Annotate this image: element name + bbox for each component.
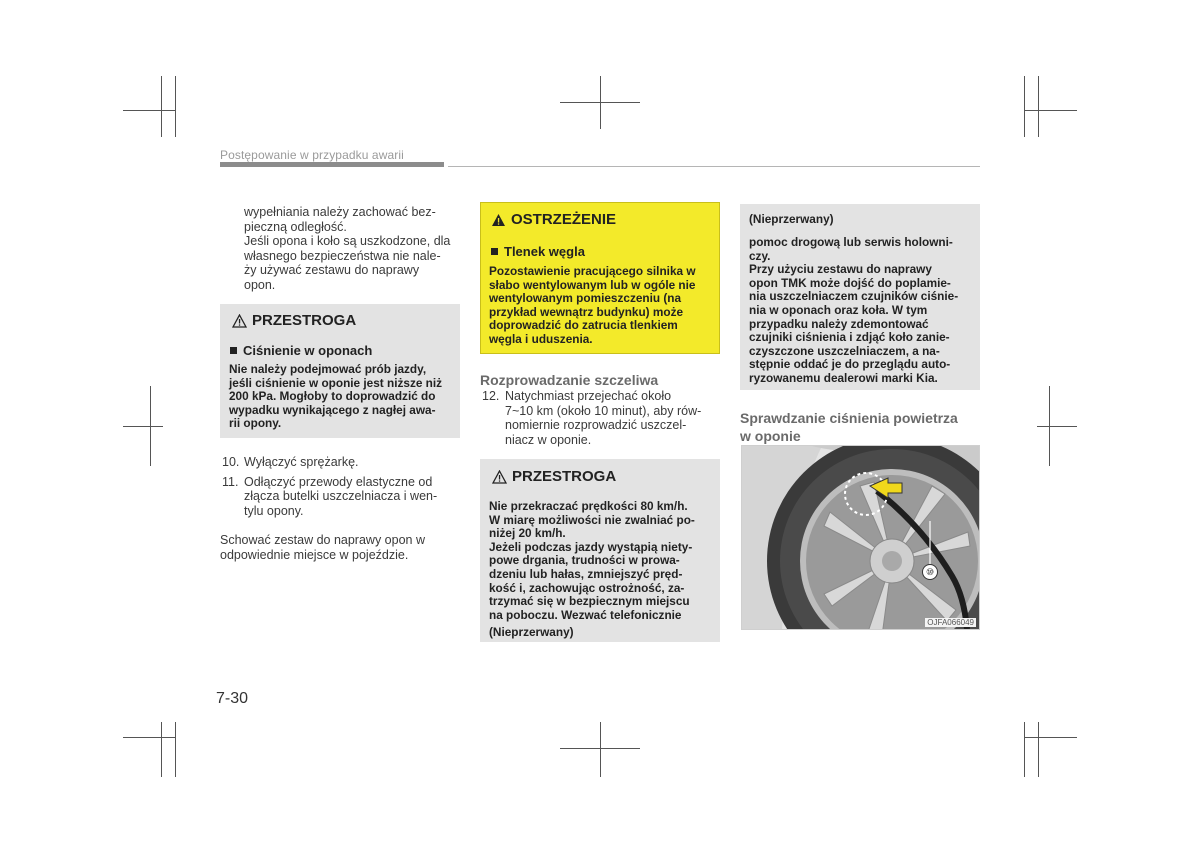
- text-line: ży używać zestawu do naprawy: [244, 263, 420, 277]
- text-line: czy.: [749, 248, 771, 263]
- step-text: [244, 475, 460, 519]
- text-line: Schować zestaw do naprawy opon w: [220, 533, 425, 547]
- section-title-sealant: Rozprowadzanie szczeliwa: [480, 372, 659, 388]
- crop-mark: [560, 748, 640, 749]
- warning-title-text: OSTRZEŻENIE: [511, 211, 617, 228]
- caution-title-text: PRZESTROGA: [512, 468, 617, 485]
- tire-pressure-illustration: [742, 446, 979, 629]
- caution-box-speed: [480, 459, 720, 642]
- text-line: czujniki ciśnienia i zdjąć koło zanie-: [749, 330, 950, 345]
- text-line: Sprawdzanie ciśnienia powietrza: [740, 410, 958, 426]
- warning-body: [489, 265, 712, 347]
- crop-mark: [123, 737, 176, 738]
- section-title-pressure: [740, 409, 958, 445]
- text-line: 7~10 km (około 10 minut), aby rów-: [505, 403, 702, 418]
- crop-mark: [1024, 722, 1025, 777]
- text-line: własnego bezpieczeństwa nie nale-: [244, 248, 441, 263]
- step-number: 12.: [482, 389, 500, 403]
- bullet-square-icon: [491, 248, 498, 255]
- text-line: czyszczone uszczelniaczem, a na-: [749, 343, 940, 358]
- text-line: stępnie oddać je do przeglądu auto-: [749, 357, 951, 372]
- caution-body: [489, 500, 711, 640]
- text-line: nomiernie rozprowadzić uszczel-: [505, 418, 687, 432]
- caution-triangle-icon: [232, 314, 247, 328]
- caution-subtitle-text: Ciśnienie w oponach: [243, 343, 373, 358]
- intro-paragraph: [244, 205, 460, 292]
- text-line: Odłączyć przewody elastyczne od: [244, 474, 433, 489]
- warning-triangle-icon: [491, 213, 506, 227]
- caution-box-continued: [740, 204, 980, 390]
- text-line: powe drgania, trudności w prowa-: [489, 553, 680, 568]
- text-line: odpowiednie miejsce w pojeździe.: [220, 547, 409, 562]
- crop-mark: [1038, 722, 1039, 777]
- caution-title-text: PRZESTROGA: [252, 312, 357, 329]
- text-line: przykład wewnątrz budynku) może: [489, 304, 684, 319]
- step-text: Wyłączyć sprężarkę.: [244, 455, 359, 469]
- crop-mark: [1038, 76, 1039, 137]
- text-line: Przy użyciu zestawu do naprawy: [749, 262, 932, 277]
- closing-paragraph: [220, 533, 460, 562]
- crop-mark: [1024, 737, 1077, 738]
- text-line: niżej 20 km/h.: [489, 526, 566, 541]
- text-line: rii opony.: [229, 416, 282, 431]
- callout-badge: ⑩: [922, 564, 938, 580]
- text-line: kość i, zachowując ostrożność, za-: [489, 580, 685, 595]
- text-line: pomoc drogową lub serwis holowni-: [749, 235, 953, 249]
- warning-subtitle-text: Tlenek węgla: [504, 244, 585, 259]
- crop-mark: [161, 76, 162, 137]
- text-line: Nie należy podejmować prób jazdy,: [229, 362, 427, 376]
- list-item: [222, 455, 460, 470]
- text-line: niacz w oponie.: [505, 432, 592, 447]
- crop-mark: [1024, 110, 1077, 111]
- text-line: Nie przekraczać prędkości 80 km/h.: [489, 499, 688, 513]
- warning-title: [491, 211, 616, 228]
- caution-subtitle: [230, 343, 372, 358]
- caution-title: [492, 468, 616, 485]
- text-line: wypełniania należy zachować bez-: [244, 205, 436, 219]
- text-line: Jeśli opona i koło są uszkodzone, dla: [244, 234, 451, 248]
- text-line: pieczną odległość.: [244, 219, 347, 234]
- caution-triangle-icon: [492, 470, 507, 484]
- step-number: 11.: [222, 474, 239, 489]
- step-number: 10.: [222, 455, 240, 469]
- list-item: [222, 475, 460, 519]
- text-line: w oponie: [740, 428, 801, 444]
- header-rule: [448, 166, 980, 167]
- continued-label: (Nieprzerwany): [749, 212, 834, 226]
- page-number: 7-30: [216, 690, 249, 707]
- text-line: ryzowanemu dealerowi marki Kia.: [749, 370, 938, 385]
- crop-mark: [175, 722, 176, 777]
- text-line: jeśli ciśnienie w oponie jest niższe niż: [229, 375, 443, 390]
- crop-mark: [600, 722, 601, 777]
- text-line: 200 kPa. Mogłoby to doprowadzić do: [229, 389, 436, 404]
- chapter-header: Postępowanie w przypadku awarii: [220, 148, 404, 162]
- text-line: węgla i uduszenia.: [489, 331, 593, 346]
- list-item: [482, 389, 720, 447]
- text-line: dzeniu lub hałas, zmniejszyć pręd-: [489, 566, 683, 581]
- text-line: tylu opony.: [244, 503, 304, 518]
- steps-list: [222, 455, 460, 518]
- text-line: słabo wentylowanym lub w ogóle nie: [489, 277, 696, 292]
- text-line: doprowadzić do zatrucia tlenkiem: [489, 318, 678, 333]
- crop-mark: [123, 110, 176, 111]
- crop-mark: [161, 722, 162, 777]
- header-bar: [220, 162, 444, 167]
- warning-subtitle: [491, 244, 585, 259]
- text-line: W miarę możliwości nie zwalniać po-: [489, 512, 695, 527]
- text-line: trzymać się w bezpiecznym miejscu: [489, 594, 690, 609]
- text-line: na poboczu. Wezwać telefonicznie: [489, 607, 682, 622]
- text-line: przypadku należy zdemontować: [749, 316, 929, 331]
- text-line: Natychmiast przejechać około: [505, 389, 672, 403]
- text-line: nia w oponach oraz koła. W tym: [749, 302, 928, 317]
- text-line: opon.: [244, 277, 276, 292]
- text-line: wypadku wynikającego z nagłej awa-: [229, 402, 436, 417]
- text-line: złącza butelki uszczelniacza i wen-: [244, 489, 438, 503]
- text-line: opon TMK może dojść do poplamie-: [749, 275, 951, 290]
- tire-figure: [741, 445, 980, 630]
- crop-mark: [175, 76, 176, 137]
- step-text: [505, 389, 720, 447]
- crop-mark: [1037, 426, 1077, 427]
- text-line: wentylowanym pomieszczeniu (na: [489, 291, 682, 306]
- crop-mark: [560, 102, 640, 103]
- text-line: Pozostawienie pracującego silnika w: [489, 264, 696, 278]
- bullet-square-icon: [230, 347, 237, 354]
- caution-body: [229, 363, 451, 431]
- caution-body: [749, 236, 971, 386]
- continued-label: (Nieprzerwany): [489, 625, 574, 640]
- figure-code: OJFA066049: [927, 618, 974, 627]
- crop-mark: [1024, 76, 1025, 137]
- warning-box-carbon-monoxide: [480, 202, 720, 354]
- caution-box-tire-pressure: [220, 304, 460, 438]
- crop-mark: [123, 426, 163, 427]
- text-line: Jeżeli podczas jazdy wystąpią niety-: [489, 539, 693, 554]
- caution-title: [232, 312, 356, 329]
- text-line: nia uszczelniaczem czujników ciśnie-: [749, 289, 959, 304]
